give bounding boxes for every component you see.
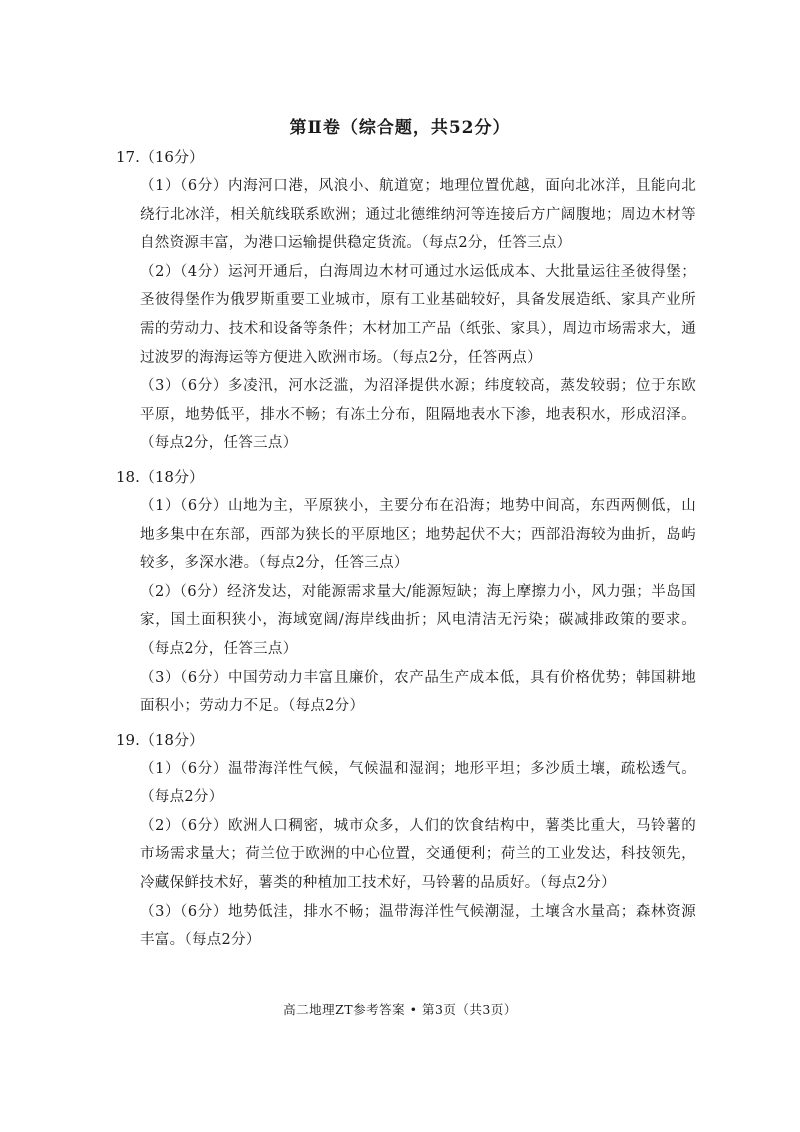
- answer-item: （2）（6分）经济发达，对能源需求量大/能源短缺；海上摩擦力小，风力强；半岛国家，国土面积狭小，海域宽阔/海岸线曲折；风电清洁无污染；碳减排政策的要求。（每点2分，任答三点）: [140, 583, 696, 657]
- answer-item: （1）（6分）山地为主，平原狭小，主要分布在沿海；地势中间高，东西两侧低，山地多集中在东部，西部为狭长的平原地区；地势起伏不大；西部沿海较为曲折，岛屿较多，多深水港。（每点2分，任答三点）: [140, 497, 696, 572]
- answer-content: [116, 146, 696, 955]
- question-17: [116, 146, 696, 458]
- answer-item: （3）（6分）地势低洼，排水不畅；温带海洋性气候潮湿，土壤含水量高；森林资源丰富。（每点2分）: [140, 903, 696, 949]
- question-number: 17.（16分）: [116, 148, 204, 166]
- answer-item: （1）（6分）温带海洋性气候，气候温和湿润；地形平坦；多沙质土壤，疏松透气。（每点2分）: [140, 760, 696, 806]
- page-title: 第Ⅱ卷（综合题，共52分）: [289, 118, 511, 138]
- answer-item: （1）（6分）内海河口港，风浪小、航道宽；地理位置优越，面向北冰洋，且能向北绕行北冰洋，相关航线联系欧洲；通过北德维纳河等连接后方广阔腹地；周边木材等自然资源丰富，为港口运输提供稳定货流。（每点2分，任答三点）: [140, 178, 696, 252]
- answer-item: （3）（6分）中国劳动力丰富且廉价，农产品生产成本低，具有价格优势；韩国耕地面积小；劳动力不足。（每点2分）: [140, 669, 696, 715]
- question-19: [116, 729, 696, 955]
- answer-item: （2）（6分）欧洲人口稠密，城市众多，人们的饮食结构中，薯类比重大，马铃薯的市场需求量大；荷兰位于欧洲的中心位置，交通便利；荷兰的工业发达，科技领先，冷藏保鲜技术好，薯类的种植加工技术好，马铃薯的品质好。（每点2分）: [140, 817, 696, 892]
- page-footer: 高二地理ZT参考答案 • 第3页（共3页）: [283, 1002, 517, 1017]
- answer-item: （2）（4分）运河开通后，白海周边木材可通过水运低成本、大批量运往圣彼得堡；圣彼得堡作为俄罗斯重要工业城市，原有工业基础较好，具备发展造纸、家具产业所需的劳动力、技术和设备等条件；木材加工产品（纸张、家具），周边市场需求大，通过波罗的海海运等方便进入欧洲市场。（每点2分，任答两点）: [140, 263, 696, 366]
- answer-item: （3）（6分）多凌汛，河水泛滥，为沼泽提供水源；纬度较高，蒸发较弱；位于东欧平原，地势低平，排水不畅；有冻土分布，阻隔地表水下渗，地表积水，形成沼泽。（每点2分，任答三点）: [140, 378, 696, 452]
- question-number: 18.（18分）: [116, 467, 204, 486]
- question-18: [116, 466, 696, 721]
- question-number: 19.（18分）: [116, 730, 204, 749]
